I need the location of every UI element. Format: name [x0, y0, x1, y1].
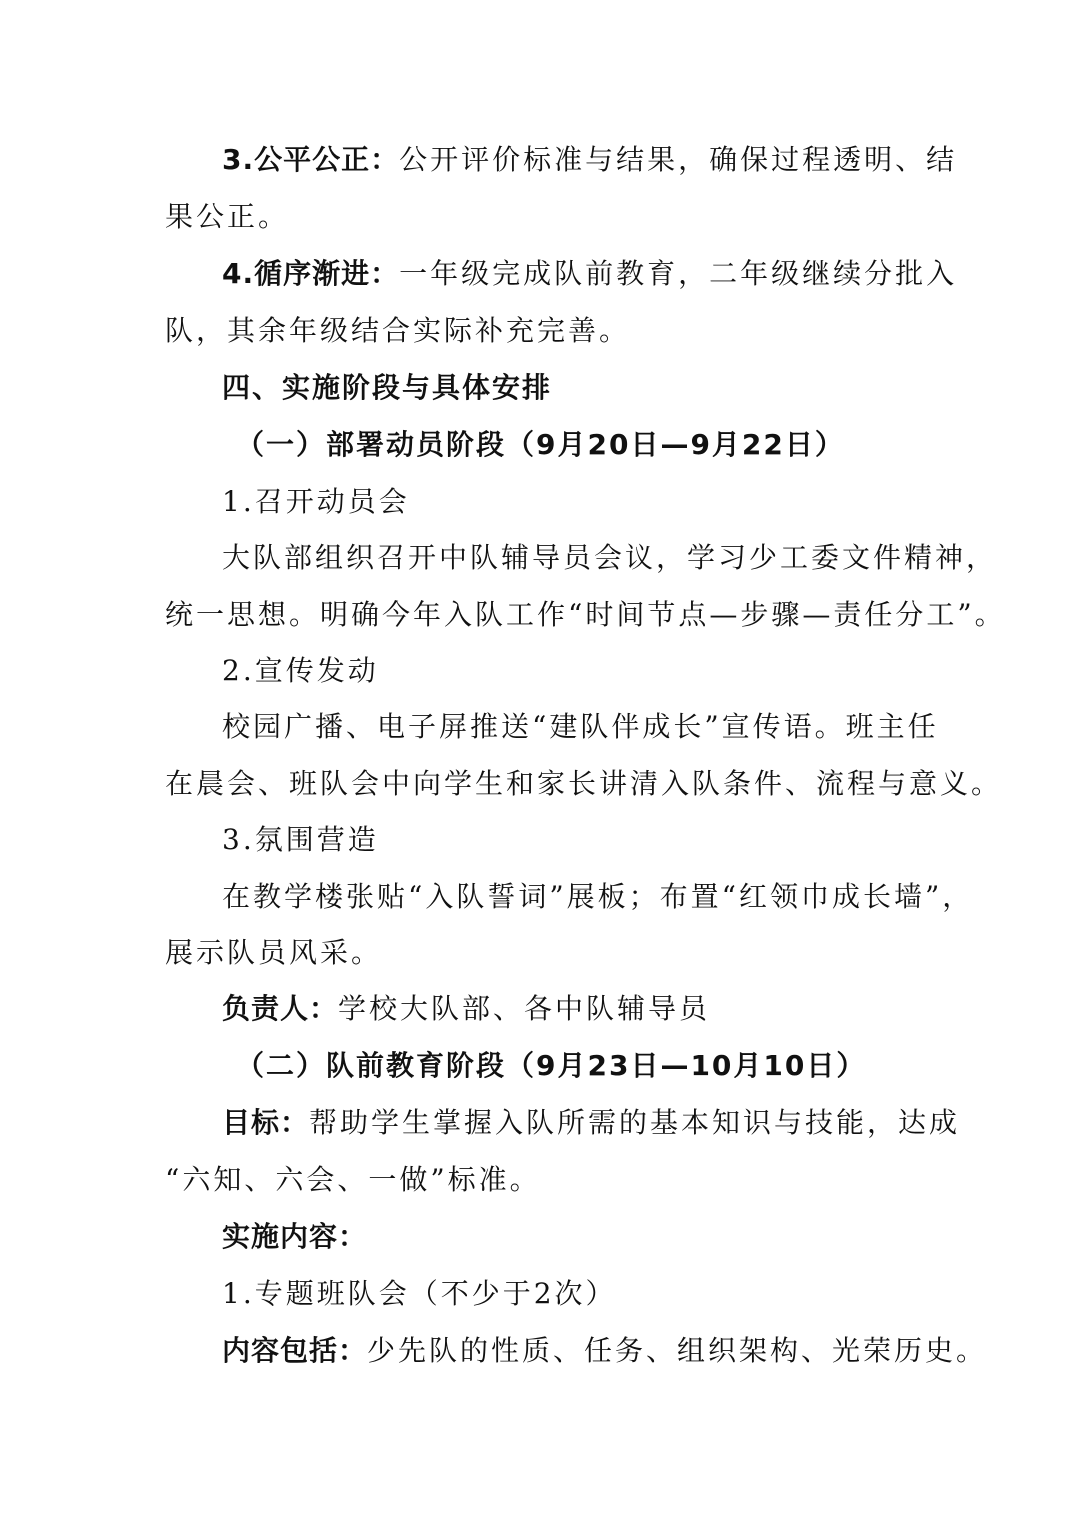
item-title-class-meeting: 1.专题班队会（不少于2次）	[222, 1277, 617, 1310]
item-text-atmosphere-line1: 在教学楼张贴“入队誓词”展板；布置“红领巾成长墙”，	[222, 880, 974, 913]
includes-label: 内容包括：	[222, 1334, 368, 1367]
content-label: 实施内容：	[222, 1220, 368, 1253]
goal-label: 目标：	[222, 1106, 310, 1139]
paragraph-gradual-line2: 队，其余年级结合实际补充完善。	[165, 314, 631, 347]
paragraph-gradual-line1	[222, 254, 957, 294]
includes-value: 少先队的性质、任务、组织架构、光荣历史。	[367, 1334, 988, 1367]
goal-line1	[222, 1103, 960, 1143]
includes-line	[222, 1331, 987, 1371]
paragraph-gradual-label: 4.循序渐进：	[222, 257, 400, 290]
paragraph-fairness-label: 3.公平公正：	[222, 143, 400, 176]
responsible-value: 学校大队部、各中队辅导员	[338, 992, 711, 1025]
item-text-mobilization-line2: 统一思想。明确今年入队工作“时间节点—步骤—责任分工”。	[165, 598, 1006, 631]
goal-text: 帮助学生掌握入队所需的基本知识与技能，达成	[309, 1106, 961, 1139]
section-heading-implementation: 四、实施阶段与具体安排	[222, 371, 553, 404]
item-text-atmosphere-line2: 展示队员风采。	[165, 936, 383, 969]
responsible-line	[222, 989, 710, 1029]
item-text-publicity-line1: 校园广播、电子屏推送“建队伴成长”宣传语。班主任	[222, 710, 939, 743]
goal-line2: “六知、六会、一做”标准。	[165, 1163, 541, 1196]
item-text-mobilization-line1: 大队部组织召开中队辅导员会议，学习少工委文件精神，	[222, 541, 998, 574]
item-title-publicity: 2.宣传发动	[222, 654, 379, 687]
paragraph-gradual-text: 一年级完成队前教育，二年级继续分批入	[399, 257, 958, 290]
paragraph-fairness-line1	[222, 140, 957, 180]
item-title-atmosphere: 3.氛围营造	[222, 823, 379, 856]
item-title-mobilization-meeting: 1.召开动员会	[222, 485, 410, 518]
phase-heading-pre-education: （二）队前教育阶段（9月23日—10月10日）	[236, 1049, 867, 1082]
responsible-label: 负责人：	[222, 992, 339, 1025]
phase-heading-mobilization: （一）部署动员阶段（9月20日—9月22日）	[236, 428, 845, 461]
paragraph-fairness-line2: 果公正。	[165, 200, 290, 233]
paragraph-fairness-text: 公开评价标准与结果，确保过程透明、结	[399, 143, 958, 176]
item-text-publicity-line2: 在晨会、班队会中向学生和家长讲清入队条件、流程与意义。	[165, 767, 1003, 800]
